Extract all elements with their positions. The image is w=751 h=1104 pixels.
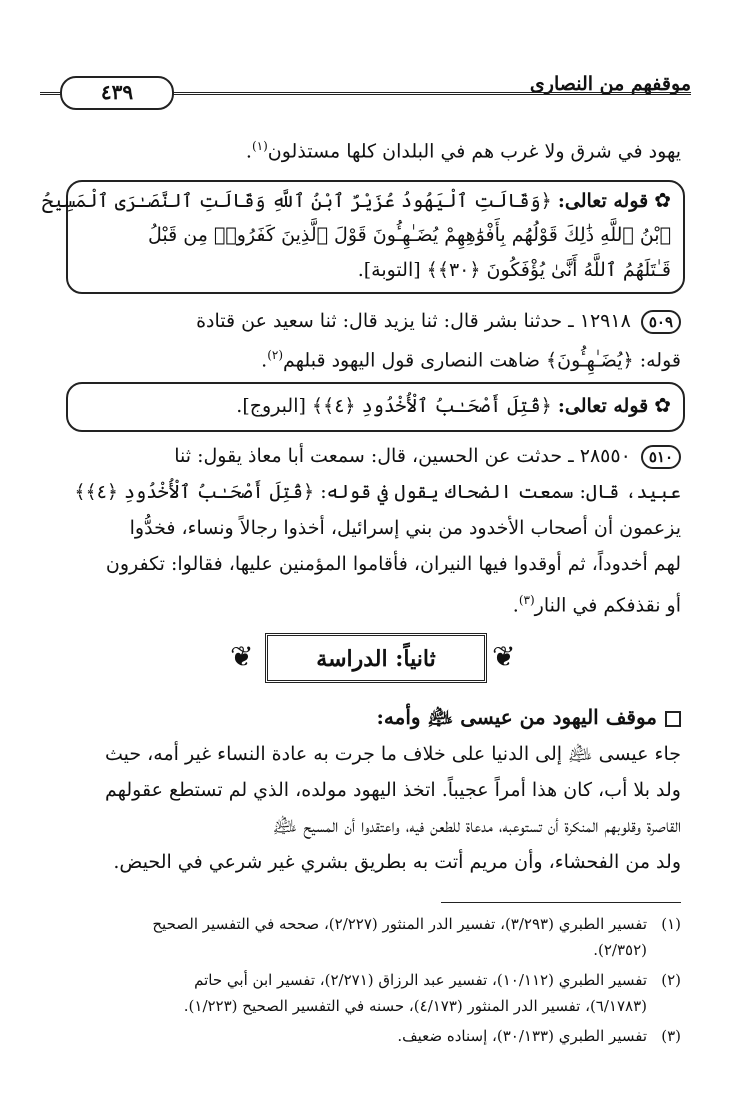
- hadith-509-line1: [68, 307, 681, 335]
- verse2-line: [80, 391, 671, 420]
- footnote-text: تفسير الطبري (١٠/١١٢)، تفسير عبد الرزاق (٢/٢٧١)، تفسير ابن أبي حاتم: [194, 971, 647, 989]
- footnote-text: تفسير الطبري (٣٠/١٣٣)، إسناده ضعيف.: [397, 1027, 647, 1045]
- verse1-line2: ٱبْنُ ٱللَّهِ ذَٰلِكَ قَوْلُهُم بِأَفْوَٰهِهِمْ يُضَـٰهِـُٔونَ قَوْلَ ٱلَّذِينَ كَفَرُوا۟ مِن قَبْلُ: [148, 224, 671, 246]
- verse1-line3: قَـٰتَلَهُمُ ٱللَّهُ أَنَّىٰ يُؤْفَكُونَ ﴿٣٠﴾﴾ [التوبة].: [357, 259, 671, 281]
- verse1-lead: قوله تعالى:: [557, 190, 649, 212]
- section-heading: [377, 705, 682, 734]
- hadith-510-text1: ٢٨٥٥٠ ـ حدثت عن الحسين، قال: سمعت أبا معاذ يقول: ثنا: [174, 445, 631, 467]
- verse1-text1: ﴿وَقَالَتِ ٱلْيَهُودُ عُزَيْرٌ ٱبْنُ ٱللَّهِ وَقَالَتِ ٱلنَّصَـٰرَى ٱلْمَسِيحُ: [41, 190, 552, 212]
- study-heading: ثانياً: الدراسة: [265, 633, 487, 683]
- floral-ornament-icon: ❦: [230, 640, 254, 673]
- footnote-1: [68, 912, 681, 936]
- hadith-509-text1: ١٢٩١٨ ـ حدثنا بشر قال: ثنا يزيد قال: ثنا سعيد عن قتادة: [196, 310, 631, 332]
- intro-line: [68, 132, 681, 165]
- footnote-2: [68, 968, 681, 992]
- section-line3: القاصرة وقلوبهم المنكرة أن تستوعبه، مدعاة للطعن فيه، واعتقدوا أن المسيح ﵇: [272, 815, 681, 837]
- footnote-ref-3[interactable]: (٣): [518, 593, 535, 607]
- section-line4: ولد من الفحشاء، وأن مريم أتت به بطريق بشري غير شرعي في الحيض.: [113, 851, 681, 873]
- hadith-510-line3: يزعمون أن أصحاب الأخدود من بني إسرائيل، أخذوا رجالاً ونساء، فخدُّوا: [129, 517, 681, 539]
- intro-text: يهود في شرق ولا غرب هم في البلدان كلها مستذلون: [267, 140, 681, 163]
- footnote-1-cont: (٢/٣٥٢).: [593, 941, 647, 959]
- floral-ornament-icon: ❦: [492, 640, 516, 673]
- verse2-lead: قوله تعالى:: [557, 395, 649, 417]
- flower-ornament-icon: ✿: [654, 393, 671, 417]
- hadith-509-text2: قوله: ﴿يُضَـٰهِـُٔونَ﴾ ضاهت النصارى قول اليهود قبلهم: [283, 349, 681, 372]
- hadith-510-line2: عبيد، قال: سمعت الضحاك يقول في قوله: ﴿قُتِلَ أَصْحَـٰبُ ٱلْأُخْدُودِ ﴿٤﴾﴾: [74, 481, 681, 503]
- hadith-510-line5: [68, 586, 681, 619]
- intro-end: .: [245, 140, 252, 163]
- footnote-text: تفسير الطبري (٣/٢٩٣)، تفسير الدر المنثور (٢/٢٢٧)، صححه في التفسير الصحيح: [152, 915, 647, 933]
- hadith-509-line2: [68, 341, 681, 374]
- footnote-ref-1[interactable]: (١): [251, 139, 268, 153]
- page-number: ٤٣٩: [60, 76, 174, 110]
- hadith-510-line4: لهم أخدوداً، ثم أوقدوا فيها النيران، فأقاموا المؤمنين عليها، فقالوا: تكفرون: [105, 553, 681, 575]
- study-heading-frame: [265, 633, 487, 683]
- flower-ornament-icon: ✿: [654, 188, 671, 212]
- footnote-3: [68, 1024, 681, 1048]
- footnote-number: (٣): [661, 1027, 681, 1045]
- hadith-number-badge: ٥١٠: [641, 445, 681, 469]
- footnote-ref-2[interactable]: (٢): [267, 348, 284, 362]
- hadith-510-end: .: [512, 594, 519, 617]
- section-title-text: موقف اليهود من عيسى ﵇ وأمه:: [376, 705, 657, 729]
- hadith-510-line1: [68, 442, 681, 470]
- hadith-number-badge: ٥٠٩: [641, 310, 681, 334]
- verse1-line1: [41, 186, 671, 215]
- footnote-number: (١): [661, 915, 681, 933]
- hadith-509-end: .: [261, 349, 268, 372]
- footnote-2-cont: (٦/١٧٨٣)، تفسير الدر المنثور (٤/١٧٣)، حسنه في التفسير الصحيح (١/٢٢٣).: [183, 997, 647, 1015]
- page-header-title: موقفهم من النصارى: [529, 73, 691, 95]
- verse2-text: ﴿قُتِلَ أَصْحَـٰبُ ٱلْأُخْدُودِ ﴿٤﴾﴾ [البروج].: [236, 395, 552, 417]
- hadith-510-text5: أو نقذفكم في النار: [534, 594, 681, 617]
- footnote-number: (٢): [661, 971, 681, 989]
- footnote-rule: [441, 902, 681, 903]
- section-line2: ولد بلا أب، كان هذا أمراً عجيباً. اتخذ اليهود مولده، الذي لم تستطع عقولهم: [104, 779, 681, 801]
- section-line1: جاء عيسى ﵇ إلى الدنيا على خلاف ما جرت به عادة النساء غير أمه، حيث: [104, 743, 681, 765]
- square-bullet-icon: [665, 711, 681, 727]
- header-rule: [100, 92, 691, 95]
